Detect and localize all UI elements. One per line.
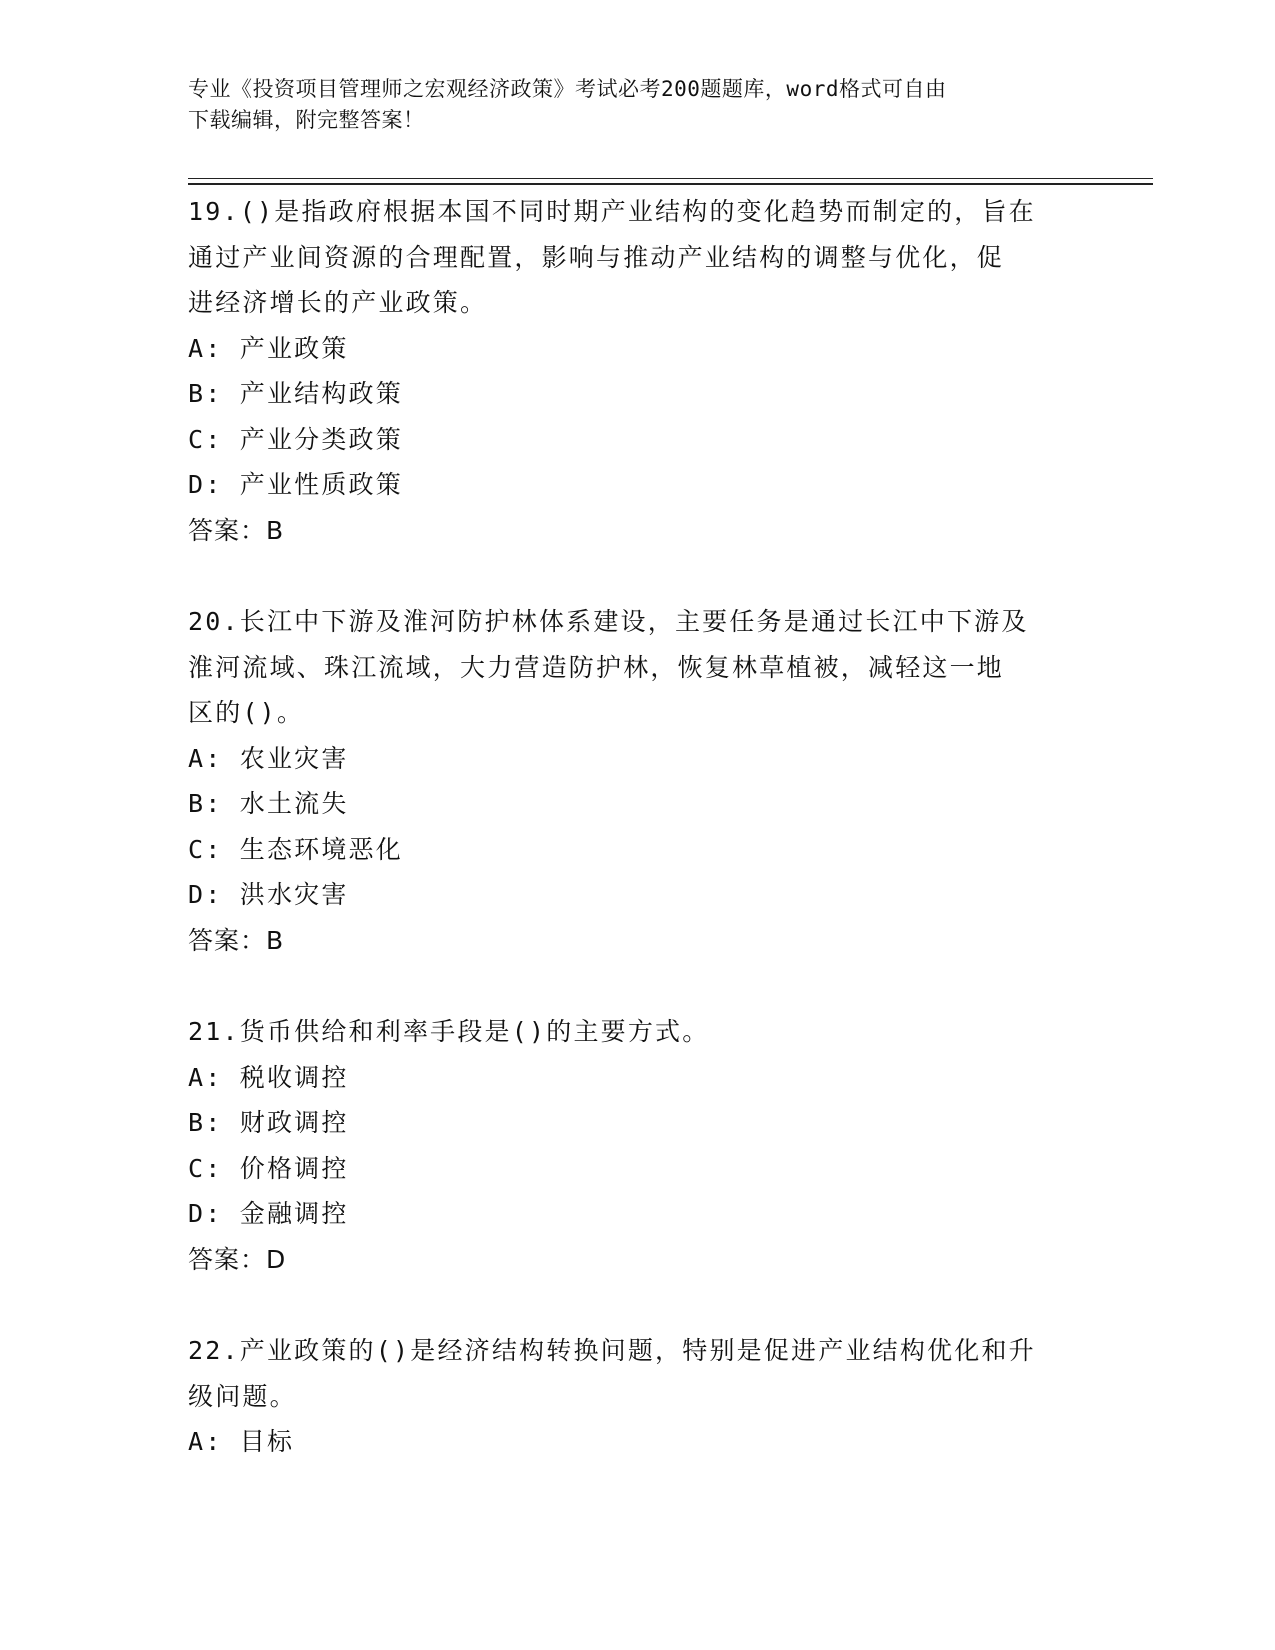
option-c: C: 生态环境恶化 <box>188 834 403 864</box>
option-a: A: 产业政策 <box>188 333 349 363</box>
answer-line: 答案：B <box>188 515 285 545</box>
option-b: B: 水土流失 <box>188 789 349 818</box>
option-a: A: 农业灾害 <box>188 743 349 773</box>
answer-line: 答案：B <box>188 925 285 955</box>
option-a: A: 税收调控 <box>188 1062 349 1092</box>
question-stem-line: 21.货币供给和利率手段是()的主要方式。 <box>188 1017 710 1046</box>
header-line-1: 专业《投资项目管理师之宏观经济政策》考试必考200题题库，word格式可自由 <box>188 77 947 101</box>
question-22 <box>188 1328 1088 1465</box>
question-stem-line: 22.产业政策的()是经济结构转换问题，特别是促进产业结构优化和升 <box>188 1336 1036 1365</box>
document-header <box>188 74 1068 136</box>
question-list <box>188 189 1088 1511</box>
header-divider-thin <box>188 178 1153 179</box>
option-d: D: 金融调控 <box>188 1199 349 1228</box>
option-b: B: 财政调控 <box>188 1108 349 1137</box>
question-stem-line: 级问题。 <box>188 1381 297 1411</box>
option-c: C: 产业分类政策 <box>188 424 403 454</box>
option-b: B: 产业结构政策 <box>188 379 403 408</box>
question-19 <box>188 189 1088 553</box>
question-stem-line: 通过产业间资源的合理配置，影响与推动产业结构的调整与优化，促 <box>188 242 1005 272</box>
answer-line: 答案：D <box>188 1244 287 1274</box>
question-stem-line: 区的()。 <box>188 698 305 727</box>
option-d: D: 产业性质政策 <box>188 470 403 499</box>
option-c: C: 价格调控 <box>188 1153 349 1183</box>
question-stem-line: 进经济增长的产业政策。 <box>188 288 488 317</box>
option-d: D: 洪水灾害 <box>188 880 349 909</box>
question-20 <box>188 599 1088 963</box>
question-stem-line: 淮河流域、珠江流域，大力营造防护林，恢复林草植被，减轻这一地 <box>188 652 1005 682</box>
header-divider-thick <box>188 183 1153 185</box>
question-21 <box>188 1009 1088 1282</box>
option-a: A: 目标 <box>188 1427 295 1456</box>
question-stem-line: 19.()是指政府根据本国不同时期产业结构的变化趋势而制定的，旨在 <box>188 197 1036 226</box>
question-stem-line: 20.长江中下游及淮河防护林体系建设，主要任务是通过长江中下游及 <box>188 607 1029 636</box>
header-line-2: 下载编辑，附完整答案！ <box>188 108 425 132</box>
